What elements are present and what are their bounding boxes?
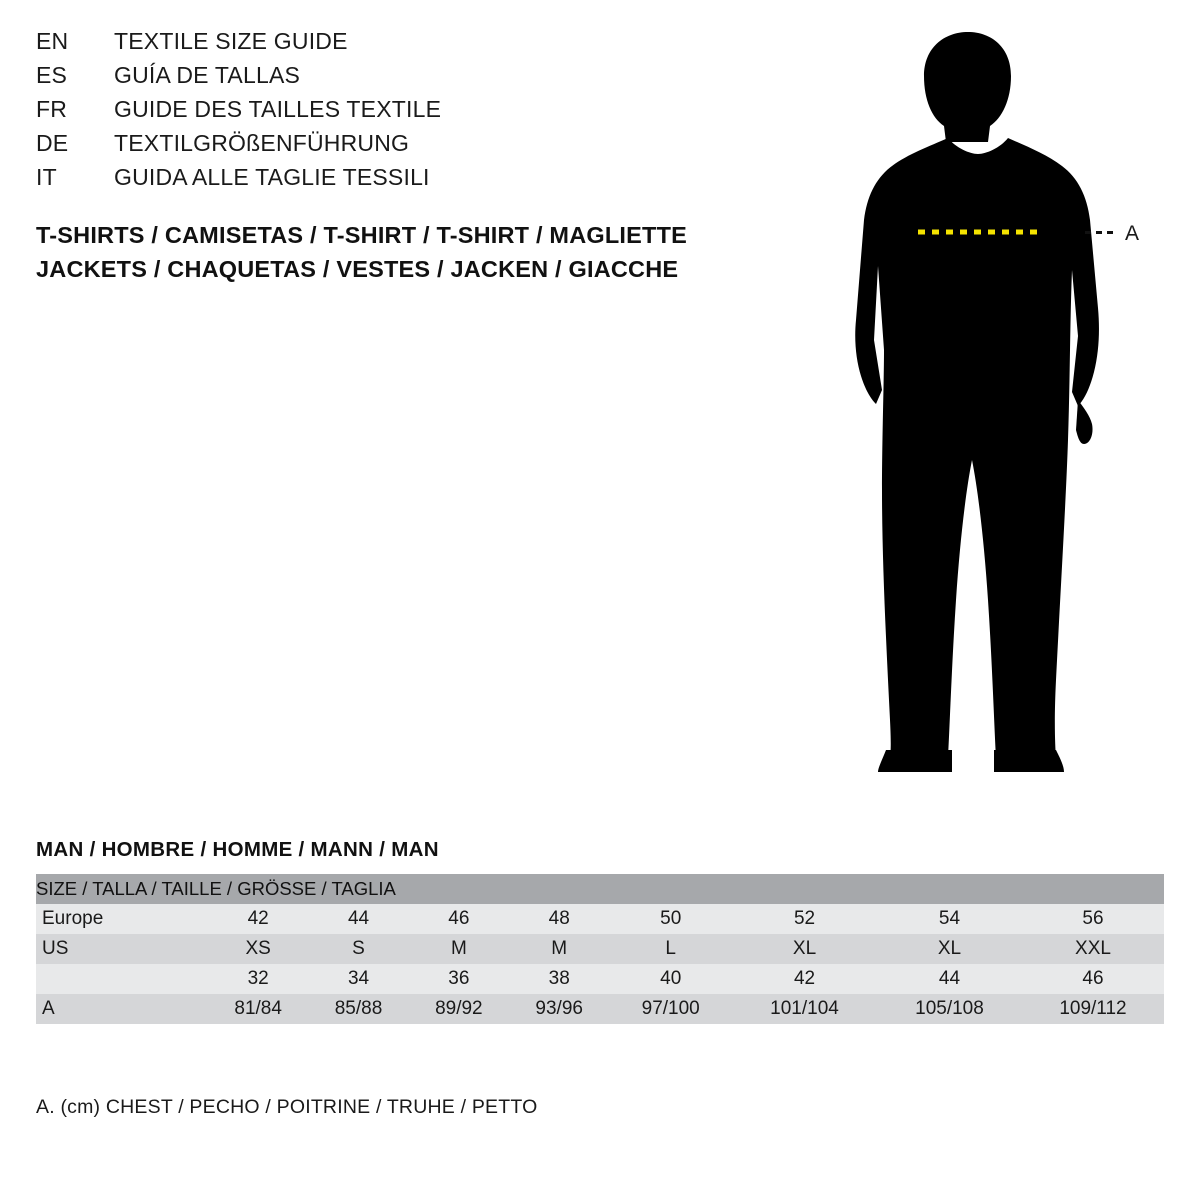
category-list [36,218,796,286]
cell: 93/96 [509,994,609,1024]
row-label: Europe [36,904,208,934]
cell: 44 [877,964,1022,994]
cell: 36 [409,964,509,994]
footnote: A. (cm) CHEST / PECHO / POITRINE / TRUHE / PETTO [36,1096,538,1118]
language-code: IT [36,164,57,190]
table-row [36,904,1164,934]
table-header-label: SIZE / TALLA / TAILLE / GRÖSSE / TAGLIA [36,874,1164,904]
cell: 101/104 [732,994,877,1024]
category-jackets: JACKETS / CHAQUETAS / VESTES / JACKEN / GIACCHE [36,256,679,282]
cell: 42 [732,964,877,994]
cell: 105/108 [877,994,1022,1024]
cell: XS [208,934,308,964]
cell: M [409,934,509,964]
cell: 48 [509,904,609,934]
row-label: US [36,934,208,964]
cell: 38 [509,964,609,994]
language-label: GUÍA DE TALLAS [114,62,301,88]
cell: 32 [208,964,308,994]
size-table [36,874,1164,1024]
cell: L [609,934,732,964]
table-row [36,964,1164,994]
cell: 52 [732,904,877,934]
language-row [36,130,736,164]
table-row [36,934,1164,964]
language-list [36,28,736,198]
male-silhouette [855,32,1099,772]
language-code: EN [36,28,69,54]
cell: XL [732,934,877,964]
cell: XXL [1022,934,1164,964]
language-label: TEXTILGRÖßENFÜHRUNG [114,130,410,156]
language-row [36,164,736,198]
cell: 109/112 [1022,994,1164,1024]
cell: 54 [877,904,1022,934]
cell: 40 [609,964,732,994]
measure-letter-a: A [1125,222,1140,245]
category-tshirts: T-SHIRTS / CAMISETAS / T-SHIRT / T-SHIRT / MAGLIETTE [36,222,687,248]
cell: 42 [208,904,308,934]
table-row [36,994,1164,1024]
body-figure [820,20,1180,790]
table-header-row [36,874,1164,904]
language-label: GUIDA ALLE TAGLIE TESSILI [114,164,430,190]
cell: 44 [308,904,408,934]
size-table-section [36,838,1164,1024]
cell: XL [877,934,1022,964]
row-label [36,964,208,994]
cell: M [509,934,609,964]
cell: 46 [1022,964,1164,994]
cell: 97/100 [609,994,732,1024]
cell: S [308,934,408,964]
language-row [36,62,736,96]
language-label: GUIDE DES TAILLES TEXTILE [114,96,442,122]
cell: 81/84 [208,994,308,1024]
cell: 56 [1022,904,1164,934]
cell: 85/88 [308,994,408,1024]
language-code: ES [36,62,68,88]
measure-leader-line [1085,231,1115,234]
cell: 89/92 [409,994,509,1024]
cell: 34 [308,964,408,994]
table-title: MAN / HOMBRE / HOMME / MANN / MAN [36,838,439,861]
language-row [36,28,736,62]
row-label: A [36,994,208,1024]
language-row [36,96,736,130]
cell: 46 [409,904,509,934]
language-label: TEXTILE SIZE GUIDE [114,28,348,54]
language-code: DE [36,130,69,156]
cell: 50 [609,904,732,934]
language-code: FR [36,96,68,122]
